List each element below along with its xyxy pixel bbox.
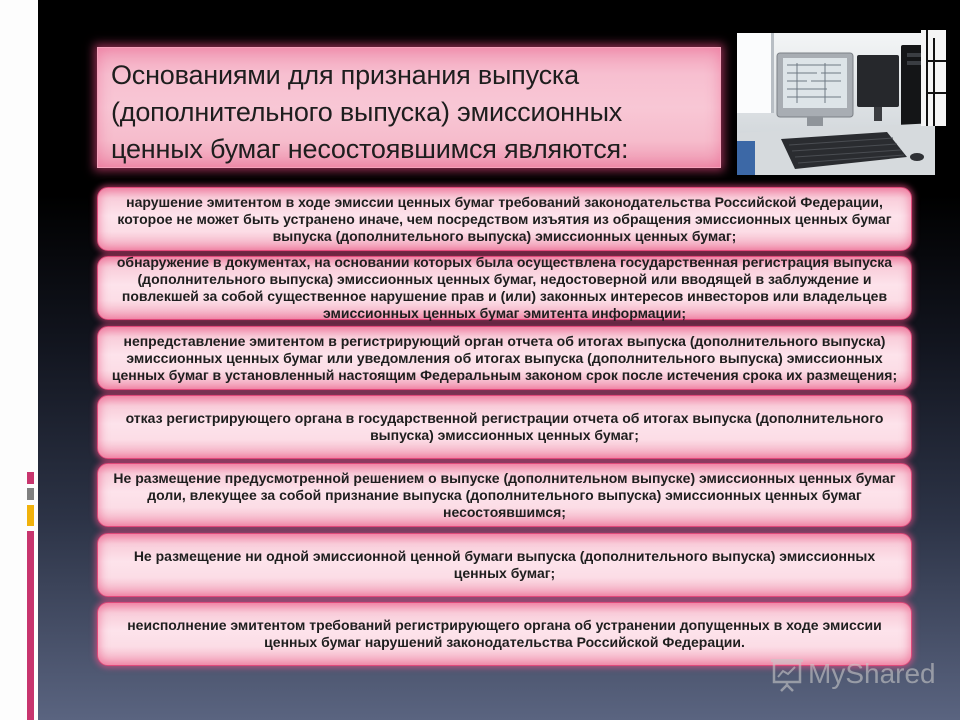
reason-line: ценных бумаг в установленный настоящим Федеральным законом срок после истечения срока их размещения; [111, 366, 898, 383]
reason-line: повлекшей за собой существенное нарушение прав и (или) законных интересов инвесторов или владельцев [121, 288, 888, 304]
title-box [97, 47, 721, 168]
title-line: (дополнительного выпуска) эмиссионных [111, 97, 623, 127]
photo-window-frame [771, 33, 774, 113]
reason-box-1 [97, 187, 912, 251]
board-graph-line [778, 667, 795, 677]
reason-line: отказ регистрирующего органа в государственной регистрации отчета об итогах выпуска (дополнительного [125, 410, 884, 426]
theme-accent-pink-bar [27, 531, 34, 720]
reason-line: Не размещение ни одной эмиссионной ценной бумаги выпуска (дополнительного выпуска) эмиссионных [133, 548, 876, 564]
reason-text [126, 410, 884, 444]
watermark-text: MyShared [808, 658, 936, 689]
corner-decoration-line [928, 92, 946, 94]
photo-illustration [737, 33, 935, 175]
presentation-board-icon [770, 656, 804, 692]
reason-line: выпуска) эмиссионных ценных бумаг; [370, 427, 639, 443]
reason-line: эмиссионных ценных бумаг эмитента информации; [322, 305, 687, 321]
slide-title [111, 57, 720, 168]
reason-text [134, 548, 875, 582]
photo-chair [737, 141, 755, 175]
reason-box-5 [97, 463, 912, 527]
watermark [770, 655, 936, 693]
title-line: Основаниями для признания выпуска [111, 60, 579, 90]
corner-decoration-line [933, 38, 935, 126]
board-easel-legs [781, 682, 793, 691]
computer-workstation-photo [737, 33, 935, 175]
reason-line: доли, влекущее за собой признание выпуска (дополнительного выпуска) эмиссионных ценных бумаг [147, 486, 862, 503]
reason-line: Не размещение предусмотренной решением о выпуске (дополнительном выпуске) эмиссионных ценных бумаг [113, 469, 896, 486]
reason-line: несостоявшимся; [443, 503, 566, 520]
corner-decoration-line [928, 60, 946, 62]
corner-decoration-graphic [921, 30, 946, 126]
reason-box-2 [97, 256, 912, 320]
reason-line: которое не может быть устранено иначе, чем посредством изъятия из обращения эмиссионных ценных бумаг [117, 210, 892, 227]
reason-text [117, 194, 891, 245]
reason-line: ценных бумаг нарушений законодательства Российской Федерации. [264, 634, 745, 650]
title-line: ценных бумаг несостоявшимся являются: [111, 134, 629, 164]
reason-line: неисполнение эмитентом требований регистрирующего органа об устранении допущенных в ходе эмиссии [127, 617, 882, 633]
reason-line: (дополнительного выпуска) эмиссионных ценных бумаг, недостоверной или вводящей в заблуждение и [137, 271, 872, 287]
reason-box-4 [97, 395, 912, 459]
reason-text [127, 617, 882, 651]
reason-text [112, 333, 897, 384]
reason-line: выпуска (дополнительного выпуска) эмиссионных ценных бумаг; [272, 227, 737, 244]
reason-line: ценных бумаг; [453, 565, 556, 581]
photo-window [737, 33, 771, 113]
reason-text [117, 254, 892, 322]
reason-line: нарушение эмитентом в ходе эмиссии ценных бумаг требований законодательства Российской Федерации, [126, 193, 883, 210]
reason-box-3 [97, 326, 912, 390]
corner-decoration-line [926, 30, 928, 126]
reason-text [113, 470, 895, 521]
photo-monitor-stand [807, 117, 823, 126]
photo-mouse [910, 153, 924, 161]
theme-accent-yellow-bar [27, 505, 34, 526]
theme-corner-decoration-icon [921, 30, 946, 126]
theme-accent-pink-square [27, 472, 34, 484]
theme-accent-gray-square [27, 488, 34, 500]
photo-second-monitor-stand [874, 107, 882, 121]
reason-box-6 [97, 533, 912, 597]
board-top-bar [771, 659, 803, 662]
reason-line: непредставление эмитентом в регистрирующий орган отчета об итогах выпуска (дополнительного выпуска) [123, 332, 886, 349]
photo-second-monitor [857, 55, 899, 107]
reason-line: эмиссионных ценных бумаг или уведомления об итогах выпуска (дополнительного выпуска) эмиссионных [126, 349, 883, 366]
reason-line: обнаружение в документах, на основании которых была осуществлена государственная регистрация выпуска [116, 254, 893, 270]
